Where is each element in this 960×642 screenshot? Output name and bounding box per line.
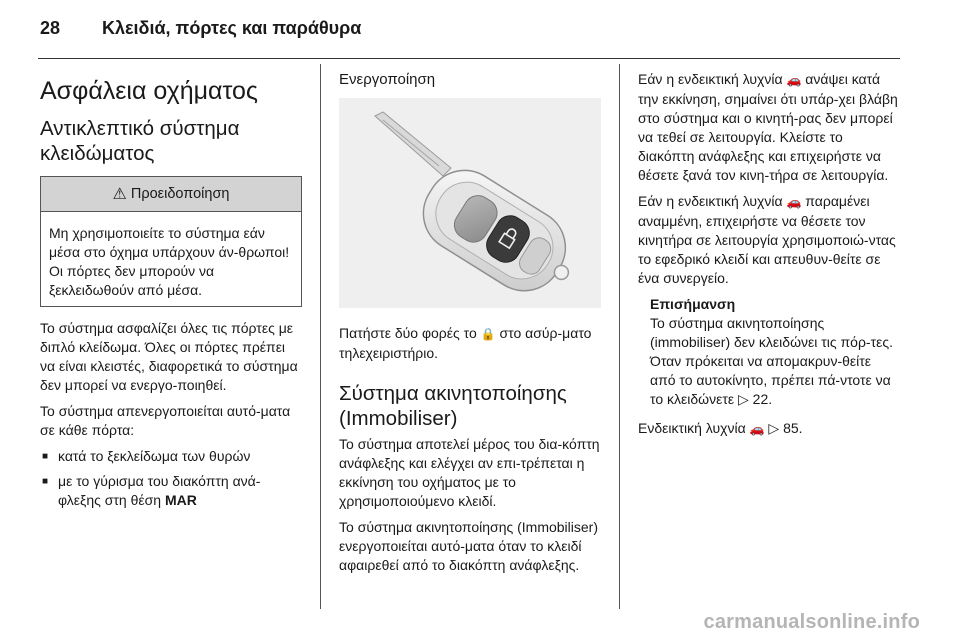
section-title: Ασφάλεια οχήματος — [40, 77, 258, 105]
column-3 — [638, 70, 900, 446]
immobiliser-lamp-icon: 🚗 — [749, 422, 765, 436]
ignition-position-label: MAR — [164, 492, 197, 508]
warning-triangle-icon: ⚠ — [112, 185, 127, 203]
warning-header — [41, 177, 301, 212]
immobiliser-lamp-icon: 🚗 — [786, 73, 802, 87]
watermark: carmanualsonline.info — [703, 611, 920, 633]
immobiliser-title: Σύστημα ακινητοποίησης (Immobiliser) — [339, 382, 567, 430]
bullet-list — [40, 447, 302, 510]
list-item — [40, 472, 302, 510]
page-reference-arrow-icon: ▷ — [768, 420, 780, 436]
text-segment: Εάν η ενδεικτική λυχνία — [638, 71, 787, 87]
lock-icon: 🔒 — [480, 327, 496, 341]
note-box — [650, 295, 900, 409]
header-rule — [38, 58, 900, 59]
column-2 — [339, 70, 601, 582]
column-1 — [40, 70, 302, 516]
paragraph: Το σύστημα ασφαλίζει όλες τις πόρτες με διπλό κλείδωμα. Όλες οι πόρτες πρέπει να είναι κλειστές, διαφορετικά το σύστημα δεν μπορεί να ενεργο-ποιηθεί. — [40, 320, 298, 393]
paragraph — [638, 192, 900, 288]
paragraph — [339, 324, 601, 363]
immobiliser-lamp-icon: 🚗 — [786, 195, 802, 209]
text-segment: στο ασύρ-ματο τηλεχειριστήριο. — [339, 325, 592, 361]
subsection-title: Αντικλεπτικό σύστημα κλειδώματος — [40, 117, 240, 165]
chapter-title: Κλειδιά, πόρτες και παράθυρα — [102, 18, 362, 38]
warning-box — [40, 176, 302, 307]
note-title: Επισήμανση — [650, 296, 736, 312]
paragraph: Το σύστημα αποτελεί μέρος του δια-κόπτη ανάφλεξης και ελέγχει αν επι-τρέπεται η εκκίνηση του οχήματος με το χρησιμοποιούμενο κλειδί. — [339, 436, 600, 509]
page-reference-arrow-icon: ▷ — [738, 391, 749, 407]
text-segment: Ενδεικτική λυχνία — [638, 420, 750, 436]
text-segment: παραμένει αναμμένη, επιχειρήστε να θέσετε τον κινητήρα σε λειτουργία χρησιμοποιώ-ντας το εφεδρικό κλειδί και απευθυν-θείτε σε ένα συνεργείο. — [638, 193, 896, 286]
activation-heading: Ενεργοποίηση — [339, 71, 436, 88]
warning-title: Προειδοποίηση — [130, 185, 230, 202]
page-header — [40, 18, 361, 39]
paragraph — [638, 70, 900, 185]
text-segment: Το σύστημα ακινητοποίησης (immobiliser) δεν κλειδώνει τις πόρ-τες. Όταν πρόκειται να απομακρυν-θείτε από το αυτοκίνητο, πρέπει πά-ντοτε να το κλειδώνετε — [650, 315, 893, 407]
paragraph: Το σύστημα ακινητοποίησης (Immobiliser) ενεργοποιείται αυτό-ματα όταν το κλειδί αφαιρεθεί από το διακόπτη ανάφλεξης. — [339, 519, 598, 573]
paragraph — [638, 419, 900, 439]
page-reference-link[interactable]: 22. — [752, 391, 773, 407]
column-divider-1 — [320, 64, 321, 609]
column-divider-2 — [619, 64, 620, 609]
paragraph: Το σύστημα απενεργοποιείται αυτό-ματα σε κάθε πόρτα: — [40, 403, 291, 438]
car-key-fob-icon — [339, 98, 601, 308]
text-segment: Εάν η ενδεικτική λυχνία — [638, 193, 787, 209]
key-fob-figure — [339, 98, 601, 308]
page-number: 28 — [40, 18, 61, 38]
text-segment: Πατήστε δύο φορές το — [339, 325, 481, 341]
warning-body: Μη χρησιμοποιείτε το σύστημα εάν μέσα στο όχημα υπάρχουν άν-θρωποι! Οι πόρτες δεν μπορούν να ξεκλειδωθούν από μέσα. — [49, 225, 290, 298]
note-body — [650, 314, 900, 409]
list-item-text: με το γύρισμα του διακόπτη ανά-φλεξης στη θέση — [58, 473, 261, 508]
list-item: ■ κατά το ξεκλείδωμα των θυρών — [40, 447, 302, 466]
page-reference-link[interactable]: 85. — [783, 420, 803, 436]
text-segment: ανάψει κατά την εκκίνηση, σημαίνει ότι υπάρ-χει βλάβη στο σύστημα και ο κινητή-ρας δεν μπορεί να τεθεί σε λειτουργία. Κλείστε το διακόπτη ανάφλεξης και επιχειρήστε να θέσετε ξανά τον κινη-τήρα σε λειτουργία. — [638, 71, 898, 183]
